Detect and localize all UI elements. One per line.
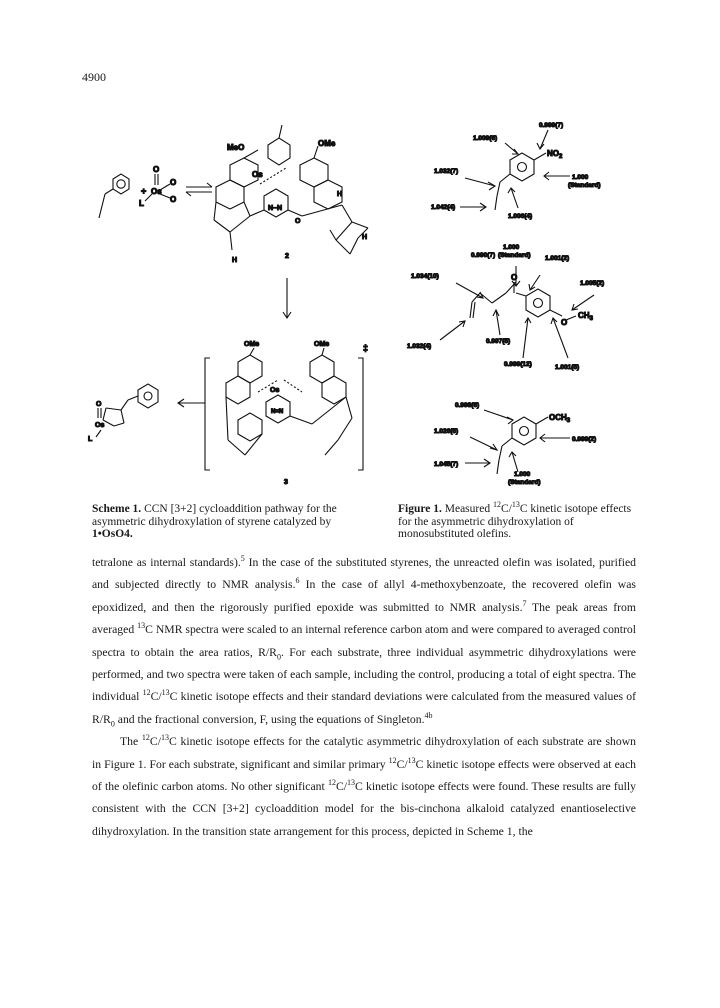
styrene-structure [99, 174, 129, 218]
ester-carbonyl-o: O [511, 273, 518, 282]
ester-standard-text: (Standard) [498, 252, 531, 259]
ns-left: 1.032(7) [434, 168, 459, 175]
product-o-label: O [96, 401, 102, 408]
ester-ch3-label: $CH_3$ [578, 311, 593, 322]
ts-nn-label: N=N [271, 409, 284, 415]
ester-1001-2: 1.001(2) [545, 255, 570, 262]
transition-state-3-structure [205, 348, 363, 470]
p1-f: . For each substrate, three individual asymmetric dihydroxylations were performed, and two spectra were taken of each sample, including the control, producing a total of eight spectra. The individual [92, 645, 636, 704]
paragraph-2: The $^{12}$C/$^{13}$C kinetic isotope effects for the catalytic asymmetric dihydroxylation of each substrate are shown in Figure 1. For each substrate, significant and similar primary $^{12}$C/$^{13}$C kinetic isotope effects were observed at each of the olefinic carbon atoms. No other significant $^{12}$C/$^{13}$C kinetic isotope effects were found. These results are fully consistent with the CCN [3+2] cycloaddition model for the bis-cinchona alkaloid catalyzed enantioselective dihydroxylation. In the transition state arrangement for this process, depicted in Scheme 1, the [92, 733, 637, 838]
ns-no2-label: $NO_2$ [547, 149, 563, 160]
ester-0999-12: 0.999(12) [504, 361, 532, 368]
scheme-and-figure-graphics [0, 0, 720, 500]
ester-0990: 0.990(7) [471, 252, 496, 259]
scheme-caption-label: Scheme 1. [92, 503, 142, 515]
scheme-caption-compound: 1•OsO4. [92, 528, 133, 540]
osmate-ester-structure [96, 384, 158, 437]
ester-standard-value: 1.000 [503, 244, 520, 251]
ester-0997: 0.997(5) [486, 338, 511, 345]
p2-c: C kinetic isotope effects were observed at each of the olefinic carbon atoms. No other significant [92, 757, 637, 794]
figure-area [0, 0, 720, 500]
ts-3-number: 3 [284, 479, 288, 486]
ms-upper-left: 0.998(6) [455, 402, 480, 409]
nn-label: N–N [268, 205, 283, 212]
p1-c: In the case of allyl 4-methoxybenzoate, the recovered olefin was epoxidized, and then the rigorously purified epoxide was submitted to NMR analysis. [92, 578, 636, 614]
ms-och3-label: $OCH_3$ [549, 413, 571, 424]
body-text [92, 552, 636, 843]
ns-standard-value: 1.000 [572, 174, 589, 181]
down-arrow [283, 278, 291, 318]
o-label-top: O [153, 165, 160, 174]
ns-upper-left: 1.009(6) [473, 135, 498, 142]
complex-2-number: 2 [285, 253, 289, 260]
ns-lower-left: 1.042(4) [431, 204, 456, 211]
page-number: 4900 [82, 70, 106, 84]
scheme-caption [92, 503, 374, 541]
complex-os-label: Os [252, 170, 263, 179]
complex-o-label: O [295, 218, 301, 225]
p2-d: C kinetic isotope effects were found. These results are fully consistent with the CCN [3+2] cycloaddition model for the bis-cinchona alkaloid catalyzed enantioselective dihydroxylation. In the transition state arrangement for this process, depicted in Scheme 1, the [92, 780, 636, 838]
complex-h-label-2: H [362, 234, 368, 241]
ts-dagger: ‡ [363, 343, 369, 353]
ts-ome-left: OMe [244, 341, 260, 348]
o-label-right: O [170, 178, 177, 187]
ome-label: OMe [318, 139, 336, 148]
och-text: OCH [549, 413, 567, 422]
ms-right: 0.999(2) [572, 436, 597, 443]
l-label: L [139, 199, 144, 208]
ester-1032: 1.032(4) [407, 343, 432, 350]
figure-caption: Figure 1. Measured $^{12}$C/$^{13}$C kinetic isotope effects for the asymmetric dihydroxylation of monosubstituted olefins. [398, 500, 632, 540]
ms-lower-left: 1.045(7) [434, 461, 459, 468]
o-label-lower: O [170, 195, 177, 204]
no-text: NO [547, 149, 559, 158]
p1-g: C kinetic isotope effects and their standard deviations were calculated from the measured values of R/R [92, 690, 637, 726]
figure-caption-post: kinetic isotope effects for the asymmetric dihydroxylation of monosubstituted olefins. [398, 503, 632, 540]
equilibrium-arrow [186, 183, 212, 196]
p1-e: C NMR spectra were scaled to an internal reference carbon atom and were compared to averaged control spectra to obtain the area ratios, R/R [92, 623, 636, 659]
product-os-label: Os [95, 422, 105, 429]
plus-sign: + [141, 186, 147, 196]
ns-bottom: 1.006(4) [508, 213, 533, 220]
p1-a: tetralone as internal standards). [92, 556, 241, 569]
paragraph-1: tetralone as internal standards).$^5$ In the case of the substituted styrenes, the unreacted olefin was isolated, purified and subjected directly to NMR analysis.$^6$ In the case of allyl 4-methoxybenzoate, the recovered olefin was epoxidized, and then the rigorously purified epoxide was submitted to NMR analysis.$^7$ The peak areas from averaged $^{13}$C NMR spectra were scaled to an internal reference carbon atom and were compared to averaged control spectra to obtain the area ratios, $R/R_0$. For each substrate, three individual asymmetric dihydroxylations were performed, and two spectra were taken of each sample, including the control, producing a total of eight spectra. The individual $^{12}$C/$^{13}$C kinetic isotope effects and their standard deviations were calculated from the measured values of $R/R_0$ and the fractional conversion, F, using the equations of Singleton.$^{4b}$ [92, 554, 637, 729]
p1-b: In the case of the substituted styrenes, the unreacted olefin was isolated, purified and subjected directly to NMR analysis. [92, 556, 636, 592]
ms-standard-value: 1.000 [514, 471, 531, 478]
figure-caption-label: Figure 1. [398, 503, 442, 515]
ch-text: CH [578, 311, 590, 320]
ms-left: 1.026(5) [434, 428, 459, 435]
meo-label: MeO [227, 143, 245, 152]
complex-h-label-3: H [232, 257, 238, 264]
p2-b: C kinetic isotope effects for the catalytic asymmetric dihydroxylation of each substrate are shown in Figure 1. For each substrate, significant and similar primary [92, 735, 636, 771]
complex-h-label: H [337, 191, 343, 198]
ns-standard-text: (Standard) [568, 182, 601, 189]
ester-1034: 1.034(10) [411, 273, 439, 280]
ts-os-label: Os [270, 387, 280, 394]
scheme-caption-text: CCN [3+2] cycloaddition pathway for the asymmetric dihydroxylation of styrene catalyzed by [92, 503, 337, 528]
ts-ome-right: OMe [314, 341, 330, 348]
figure-caption-pre: Measured [444, 503, 491, 515]
ns-top: 0.999(7) [539, 122, 564, 129]
os-label: Os [151, 187, 162, 196]
nitrostyrene-structure [460, 130, 570, 211]
ester-1001-5: 1.001(5) [555, 364, 580, 371]
p1-d: The peak areas from averaged [92, 600, 636, 637]
ester-o-label: O [561, 318, 568, 327]
p1-h: and the fractional conversion, F, using the equations of Singleton. [114, 712, 425, 726]
ester-1005: 1.005(2) [580, 280, 605, 287]
left-arrow [178, 399, 205, 407]
product-l-label: L [88, 436, 93, 443]
p2-a: The [120, 735, 139, 749]
ms-standard-text: (Standard) [508, 479, 541, 486]
